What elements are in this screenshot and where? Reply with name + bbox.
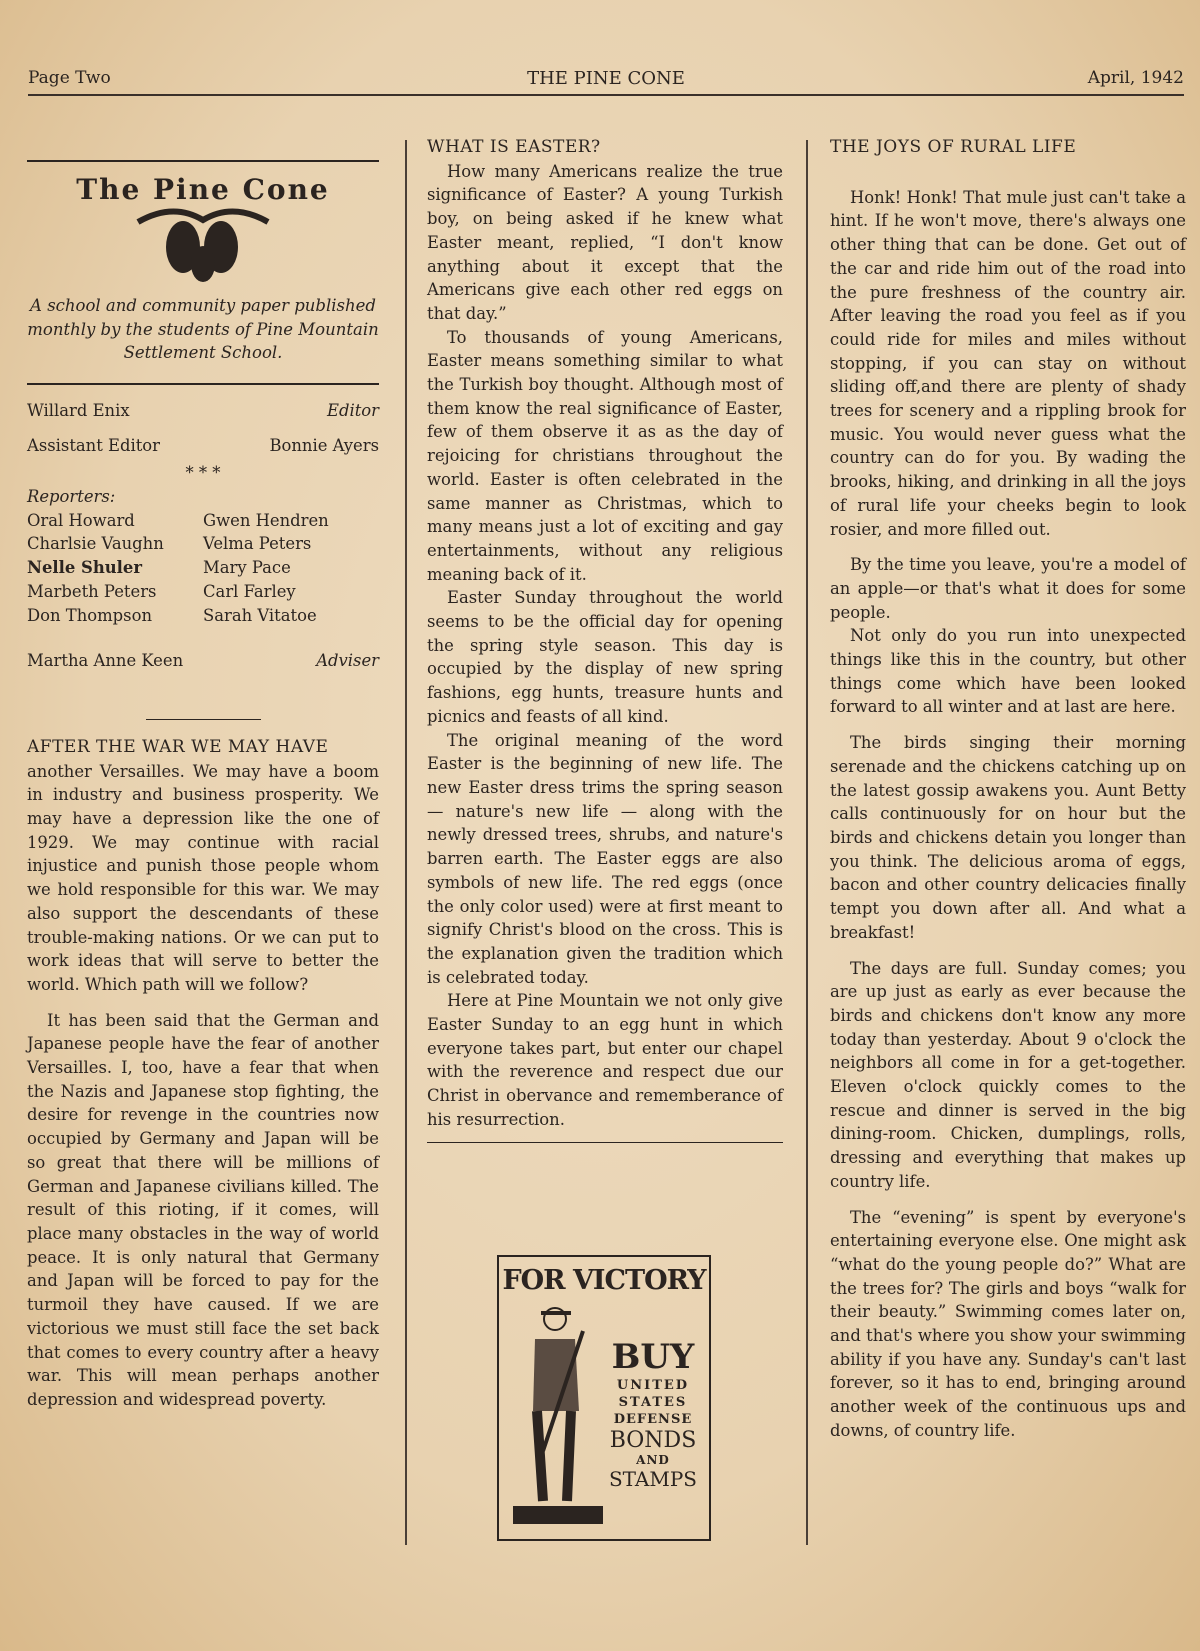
column-divider xyxy=(405,140,407,1545)
assistant-role: Assistant Editor xyxy=(27,435,161,455)
page-number: Page Two xyxy=(28,68,111,88)
reporter: Mary Pace xyxy=(203,558,291,578)
reporter: Carl Farley xyxy=(203,581,296,601)
reporters-list xyxy=(27,509,379,628)
article-rural-paragraph: By the time you leave, you're a model of an apple—or that's what it does for some people. xyxy=(830,555,1186,622)
article-easter-heading: WHAT IS EASTER? xyxy=(427,137,601,157)
issue-date: April, 1942 xyxy=(1087,68,1184,88)
pine-cone-icon xyxy=(133,202,273,282)
ad-stamps: STAMPS xyxy=(608,1467,697,1491)
reporter: Nelle Shuler xyxy=(27,558,142,578)
article-rural-paragraph: The birds singing their morning serenade and the chickens catching up on the latest gossip awakens you. Aunt Betty calls continuously for on hour but the birds and chickens detain you longer than you think. The delicious aroma of eggs, bacon and other country delicacies finally tempt you down after all. And what a breakfast! xyxy=(830,733,1186,942)
article-easter-paragraph: To thousands of young Americans, Easter means something similar to what the Turkish boy thought. Although most of them know the real significance of Easter, few of them observe it as as the day of rejoicing for christians throughout the world. Easter is often celebrated in the same manner as Christmas, which to many means just a lot of exciting and gay entertainments, without any religious meaning back of it. xyxy=(427,327,783,584)
assistant-name: Bonnie Ayers xyxy=(269,435,379,455)
separator-stars: * * * xyxy=(185,463,221,483)
war-bonds-advertisement xyxy=(497,1255,711,1541)
article-rural-heading: THE JOYS OF RURAL LIFE xyxy=(830,137,1077,157)
middle-column xyxy=(427,136,783,1143)
editor-role: Editor xyxy=(327,400,379,420)
ad-line: STATES xyxy=(618,1395,688,1410)
right-column xyxy=(830,136,1186,1443)
page-header xyxy=(28,66,1184,96)
ad-headline: FOR VICTORY xyxy=(502,1265,706,1296)
ad-and: AND xyxy=(636,1453,670,1467)
article-war-paragraph: another Versailles. We may have a boom in industry and business prosperity. We may have a depression like the one of 1929. We may continue with racial injustice and punish those people whom we hold responsible for this war. We may also support the descendants of these trouble-making nations. Or we can put to work ideas that will serve to better the world. Which path will we follow? xyxy=(27,761,379,994)
minuteman-figure-icon xyxy=(513,1301,603,1526)
article-rural-paragraph: The “evening” is spent by everyone's entertaining everyone else. One might ask “what do the young people do?” What are the trees for? The girls and boys “walk for their beauty.” Swimming comes later on, and that's where you show your swimming ability if you have any. Sunday's can't last forever, so it has to end, bringing around another week of the continuous ups and downs, of country life. xyxy=(830,1207,1186,1440)
article-war-heading: AFTER THE WAR WE MAY HAVE xyxy=(27,736,329,757)
masthead xyxy=(27,173,379,288)
article-rural-paragraph: The days are full. Sunday comes; you are up just as early as ever because the birds and chickens don't know any more today than yesterday. About 9 o'clock the neighbors all come in for a get-together. Eleven o'clock quickly comes to the rescue and dinner is served in the big dining-room. Chicken, dumplings, rolls, dressing and everything that makes up country life. xyxy=(830,958,1186,1191)
divider xyxy=(146,719,261,720)
masthead-tagline: A school and community paper published monthly by the students of Pine Mountain Settlement School. xyxy=(27,296,379,363)
reporter: Sarah Vitatoe xyxy=(203,605,317,625)
article-easter-paragraph: How many Americans realize the true significance of Easter? A young Turkish boy, on being asked if he knew what Easter meant, replied, “I don't know anything about it except that the Americans give each other red eggs on that day.” xyxy=(427,161,783,323)
ad-bonds: BONDS xyxy=(609,1428,697,1453)
reporters-label: Reporters: xyxy=(27,487,116,507)
column-divider xyxy=(806,140,808,1545)
editor-name: Willard Enix xyxy=(27,400,130,420)
ad-line: DEFENSE xyxy=(613,1412,693,1427)
article-easter-paragraph: The original meaning of the word Easter is the beginning of new life. The new Easter dress trims the spring season — nature's new life — along with the newly dressed trees, shrubs, and nature's barren earth. The Easter eggs are also symbols of new life. The red eggs (once the only color used) were at first meant to signify Christ's blood on the cross. This is the explanation given the tradition which is celebrated today. xyxy=(427,730,783,987)
article-rural-paragraph: Honk! Honk! That mule just can't take a hint. If he won't move, there's always one other thing that can be done. Get out of the car and ride him out of the road into the pure freshness of the country air. After leaving the road you feel as if you could ride for miles and miles without stopping, if you can stay on without sliding off,and there are plenty of shady trees for scenery and a rippling brook for music. You would never guess what the country can do for you. By wading the brooks, hiking, and drinking in all the joys of rural life your cheeks begin to look rosier, and more filled out. xyxy=(830,187,1186,539)
divider xyxy=(27,383,379,385)
divider xyxy=(427,1142,783,1143)
article-war-paragraph: It has been said that the German and Japanese people have the fear of another Versailles. I, too, have a fear that when the Nazis and Japanese stop fighting, the desire for revenge in the countries now occupied by Germany and Japan will be so great that there will be millions of German and Japanese civilians killed. The result of this rioting, if it comes, will place many obstacles in the way of world peace. It is only natural that Germany and Japan will be forced to pay for the turmoil they have caused. If we are victorious we must still face the set back that comes to every country after a heavy war. This will mean perhaps another depression and widespread poverty. xyxy=(27,1010,379,1409)
divider xyxy=(27,160,379,162)
article-easter-paragraph: Easter Sunday throughout the world seems to be the official day for opening the spring style season. This day is occupied by the display of new spring fashions, egg hunts, treasure hunts and picnics and feasts of all kind. xyxy=(427,588,783,726)
staff-box xyxy=(27,399,379,673)
article-easter-paragraph: Here at Pine Mountain we not only give Easter Sunday to an egg hunt in which everyone takes part, but enter our chapel with the reverence and respect due our Christ in obervance and rememberance of his resurrection. xyxy=(427,991,783,1129)
ad-text xyxy=(609,1337,697,1491)
ad-line: UNITED xyxy=(616,1378,690,1393)
reporter: Gwen Hendren xyxy=(203,510,329,530)
newspaper-title: THE PINE CONE xyxy=(527,68,685,89)
reporter: Marbeth Peters xyxy=(27,581,157,601)
adviser-name: Martha Anne Keen xyxy=(27,651,184,671)
masthead-title: The Pine Cone xyxy=(76,173,330,206)
ad-buy: BUY xyxy=(611,1337,695,1377)
adviser-role: Adviser xyxy=(316,651,379,671)
reporter: Don Thompson xyxy=(27,605,153,625)
left-column xyxy=(27,160,379,1412)
reporter: Oral Howard xyxy=(27,510,135,530)
reporter: Velma Peters xyxy=(203,534,312,554)
article-rural-paragraph: Not only do you run into unexpected things like this in the country, but other things come which have been looked forward to all winter and at last are here. xyxy=(830,626,1186,717)
reporter: Charlsie Vaughn xyxy=(27,534,164,554)
